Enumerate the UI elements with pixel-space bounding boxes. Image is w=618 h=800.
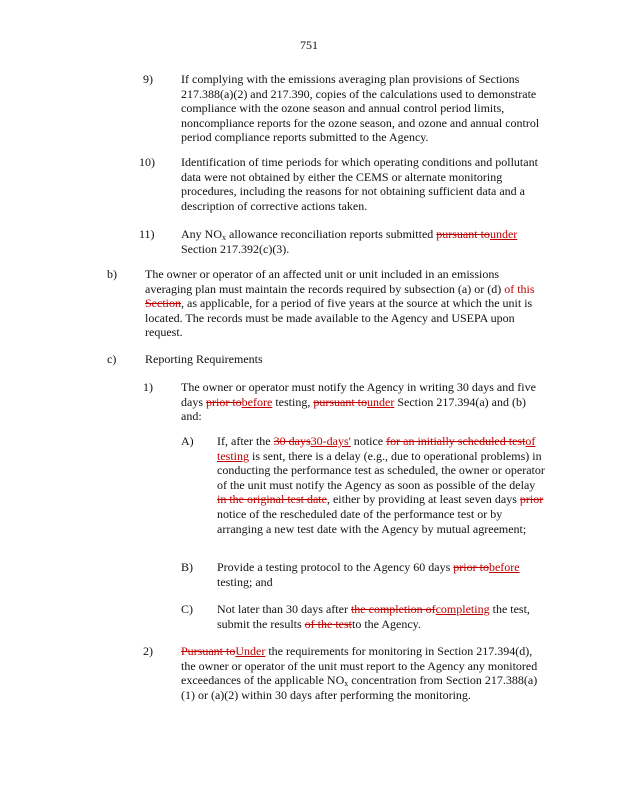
item-label: 11) bbox=[139, 227, 155, 241]
inserted-text: of this bbox=[504, 281, 535, 296]
deleted-text: of the test bbox=[304, 616, 352, 631]
item-label: 1) bbox=[143, 380, 153, 394]
item-label: A) bbox=[181, 434, 194, 448]
item-label: B) bbox=[181, 560, 193, 574]
item-text: Identification of time periods for which operating conditions and pollutant data were not obtained by either the CEMS or alternate monitoring procedures, including the reasons for not obtaining sufficient data and a description of corrective actions taken. bbox=[181, 155, 538, 213]
item-text: The owner or operator must notify the Agency in writing 30 days and five days prior tobefore testing, pursuant tounder Section 217.394(a) and (b) and: bbox=[181, 380, 536, 424]
item-label: C) bbox=[181, 602, 193, 616]
deleted-text: Pursuant to bbox=[181, 644, 236, 658]
deleted-text: pursuant to bbox=[313, 394, 367, 409]
deleted-text: the completion of bbox=[350, 602, 436, 616]
inserted-text: completing bbox=[435, 602, 490, 616]
deleted-text: Section bbox=[145, 296, 181, 311]
inserted-text: of testing bbox=[217, 434, 536, 463]
item-text: The owner or operator of an affected unit or unit included in an emissions averaging plan must maintain the records required by subsection (a) or (d) of this Section, as applicable, for a period of five years at the source at which the unit is located. The records must be made available to the Agency and USEPA upon request. bbox=[145, 267, 535, 340]
page-number: 751 bbox=[300, 38, 318, 52]
item-label: c) bbox=[107, 352, 117, 366]
item-text: Pursuant toUnder the requirements for monitoring in Section 217.394(d), the owner or operator of the unit must report to the Agency any monitored exceedances of the applicable $NO_x$ concentration from Section 217.388(a)(1) or (a)(2) within 30 days after performing the monitoring. bbox=[181, 644, 538, 702]
inserted-text: before bbox=[488, 560, 520, 574]
deleted-text: prior bbox=[519, 492, 544, 507]
deleted-text: pursuant to bbox=[436, 227, 490, 241]
inserted-text: 30-days' bbox=[310, 434, 351, 448]
item-label: 2) bbox=[143, 644, 153, 658]
item-text: Any $NO_x$ allowance reconciliation reports submitted pursuant tounder Section 217.392(c)(3). bbox=[181, 227, 518, 256]
item-label: 9) bbox=[143, 72, 153, 86]
deleted-text: 30 days bbox=[273, 434, 311, 448]
deleted-text: for an initially scheduled test bbox=[386, 434, 526, 448]
item-label: b) bbox=[107, 267, 117, 281]
inserted-text: under bbox=[489, 227, 518, 241]
item-text: If complying with the emissions averaging plan provisions of Sections 217.388(a)(2) and 217.390, copies of the calculations used to demonstrate compliance with the ozone season and annual control period limits, noncompliance reports for the ozone season, and ozone and annual control period compliance reports submitted to the Agency. bbox=[181, 72, 540, 145]
inserted-text: before bbox=[241, 394, 273, 409]
deleted-text: in the original test date bbox=[217, 492, 327, 507]
item-label: 10) bbox=[139, 155, 155, 169]
deleted-text: prior to bbox=[453, 560, 489, 574]
item-text: If, after the 30 days30-days' notice for an initially scheduled testof testing is sent, there is a delay (e.g., due to operational problems) in conducting the performance test as scheduled, the owner or operator of the unit must notify the Agency as soon as possible of the delay in the original test date, either by providing at least seven days prior notice of the rescheduled date of the performance test or by arranging a new test date with the Agency by mutual agreement; bbox=[217, 434, 545, 536]
section-heading: Reporting Requirements bbox=[145, 352, 263, 366]
item-text: Provide a testing protocol to the Agency 60 days prior tobefore testing; and bbox=[217, 560, 520, 589]
deleted-text: prior to bbox=[206, 394, 242, 409]
inserted-text: under bbox=[367, 394, 395, 409]
item-text: Not later than 30 days after the completion ofcompleting the test, submit the results of the testto the Agency. bbox=[217, 602, 530, 631]
inserted-text: Under bbox=[235, 644, 266, 658]
